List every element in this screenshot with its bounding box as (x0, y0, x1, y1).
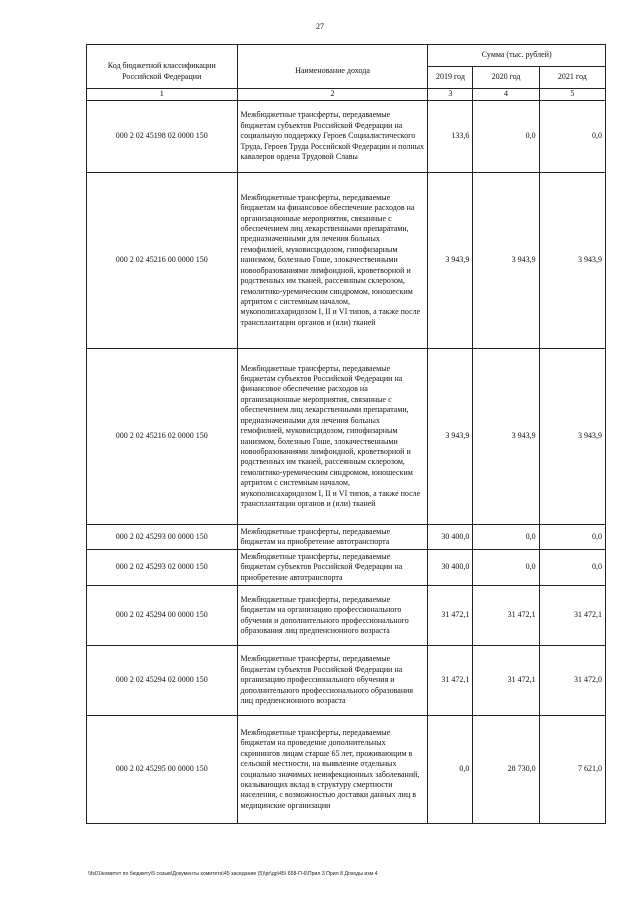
row-value-2021: 0,0 (539, 101, 605, 173)
row-value-2021: 0,0 (539, 550, 605, 586)
row-code: 000 2 02 45198 02 0000 150 (87, 101, 238, 173)
row-name: Межбюджетные трансферты, передаваемые бюджетам субъектов Российской Федерации на финансовое обеспечение расходов на организационные мероприятия, связанные с обеспечением лиц лекарственными препаратами, предназначенными для лечения больных гемофилией, муковисцидозом, гипофизарным нанизмом, болезнью Гоше, злокачественными новообразованиями лимфоидной, кроветворной и родственных им тканей, рассеянным склерозом, гемолитико-уремическим синдромом, юношеским артритом с системным началом, мукополисахаридозом I, II и VI типов, а также после трансплантации органов и (или) тканей (237, 349, 428, 525)
row-value-2020: 3 943,9 (473, 173, 539, 349)
row-value-2019: 0,0 (428, 716, 473, 824)
row-name: Межбюджетные трансферты, передаваемые бюджетам на приобретение автотранспорта (237, 525, 428, 550)
col-number-5: 5 (539, 89, 605, 101)
header-name: Наименование дохода (237, 45, 428, 89)
col-number-3: 3 (428, 89, 473, 101)
header-code: Код бюджетной классификации Российской Федерации (87, 45, 238, 89)
file-path-footer: \\fs01\комитет по бюджету\5 созыв\Документы комитета\45 заседание (5)\рг\др\45\ 658-П-6\Прил 3 Прил 8 Доходы изм 4 (88, 871, 378, 877)
row-name: Межбюджетные трансферты, передаваемые бюджетам субъектов Российской Федерации на приобретение автотранспорта (237, 550, 428, 586)
row-code: 000 2 02 45216 00 0000 150 (87, 173, 238, 349)
row-value-2021: 7 621,0 (539, 716, 605, 824)
row-code: 000 2 02 45293 02 0000 150 (87, 550, 238, 586)
row-value-2019: 3 943,9 (428, 173, 473, 349)
row-value-2020: 28 730,0 (473, 716, 539, 824)
row-value-2020: 0,0 (473, 101, 539, 173)
row-value-2019: 133,6 (428, 101, 473, 173)
col-number-4: 4 (473, 89, 539, 101)
row-value-2020: 0,0 (473, 550, 539, 586)
row-value-2021: 3 943,9 (539, 173, 605, 349)
row-code: 000 2 02 45216 02 0000 150 (87, 349, 238, 525)
col-number-2: 2 (237, 89, 428, 101)
table-row (87, 550, 606, 586)
row-code: 000 2 02 45294 00 0000 150 (87, 586, 238, 646)
row-code: 000 2 02 45295 00 0000 150 (87, 716, 238, 824)
table-row (87, 173, 606, 349)
col-number-1: 1 (87, 89, 238, 101)
table-row (87, 716, 606, 824)
table-row (87, 586, 606, 646)
row-value-2021: 31 472,1 (539, 586, 605, 646)
page-number: 27 (316, 22, 324, 31)
header-year-2019: 2019 год (428, 67, 473, 89)
row-value-2021: 0,0 (539, 525, 605, 550)
row-value-2021: 3 943,9 (539, 349, 605, 525)
row-value-2019: 30 400,0 (428, 550, 473, 586)
row-name: Межбюджетные трансферты, передаваемые бюджетам на финансовое обеспечение расходов на организационные мероприятия, связанные с обеспечением лиц лекарственными препаратами, предназначенными для лечения больных гемофилией, муковисцидозом, гипофизарным нанизмом, болезнью Гоше, злокачественными новообразованиями лимфоидной, кроветворной и родственных им тканей, рассеянным склерозом, гемолитико-уремическим синдромом, юношеским артритом с системным началом, мукополисахаридозом I, II и VI типов, а также после трансплантации органов и (или) тканей (237, 173, 428, 349)
table-row (87, 646, 606, 716)
row-code: 000 2 02 45294 02 0000 150 (87, 646, 238, 716)
row-value-2019: 31 472,1 (428, 586, 473, 646)
row-name: Межбюджетные трансферты, передаваемые бюджетам субъектов Российской Федерации на организацию профессионального обучения и дополнительного профессионального образования лиц предпенсионного возраста (237, 646, 428, 716)
table-row (87, 525, 606, 550)
row-value-2020: 0,0 (473, 525, 539, 550)
row-value-2019: 30 400,0 (428, 525, 473, 550)
revenue-table (86, 44, 606, 824)
row-name: Межбюджетные трансферты, передаваемые бюджетам на организацию профессионального обучения и дополнительного профессионального образования лиц предпенсионного возраста (237, 586, 428, 646)
row-value-2021: 31 472,0 (539, 646, 605, 716)
row-value-2019: 3 943,9 (428, 349, 473, 525)
header-year-2021: 2021 год (539, 67, 605, 89)
row-value-2020: 31 472,1 (473, 586, 539, 646)
row-name: Межбюджетные трансферты, передаваемые бюджетам на проведение дополнительных скринингов лицам старше 65 лет, проживающим в сельской местности, на выявление отдельных социально значимых неинфекционных заболеваний, оказывающих вклад в структуру смертности населения, с возможностью доставки данных лиц в медицинские организации (237, 716, 428, 824)
row-value-2019: 31 472,1 (428, 646, 473, 716)
row-value-2020: 3 943,9 (473, 349, 539, 525)
row-name: Межбюджетные трансферты, передаваемые бюджетам субъектов Российской Федерации на социальную поддержку Героев Социалистического Труда, Героев Труда Российской Федерации и полных кавалеров ордена Трудовой Славы (237, 101, 428, 173)
row-value-2020: 31 472,1 (473, 646, 539, 716)
table-row (87, 349, 606, 525)
table-row (87, 101, 606, 173)
header-year-2020: 2020 год (473, 67, 539, 89)
header-sum: Сумма (тыс. рублей) (428, 45, 606, 67)
row-code: 000 2 02 45293 00 0000 150 (87, 525, 238, 550)
